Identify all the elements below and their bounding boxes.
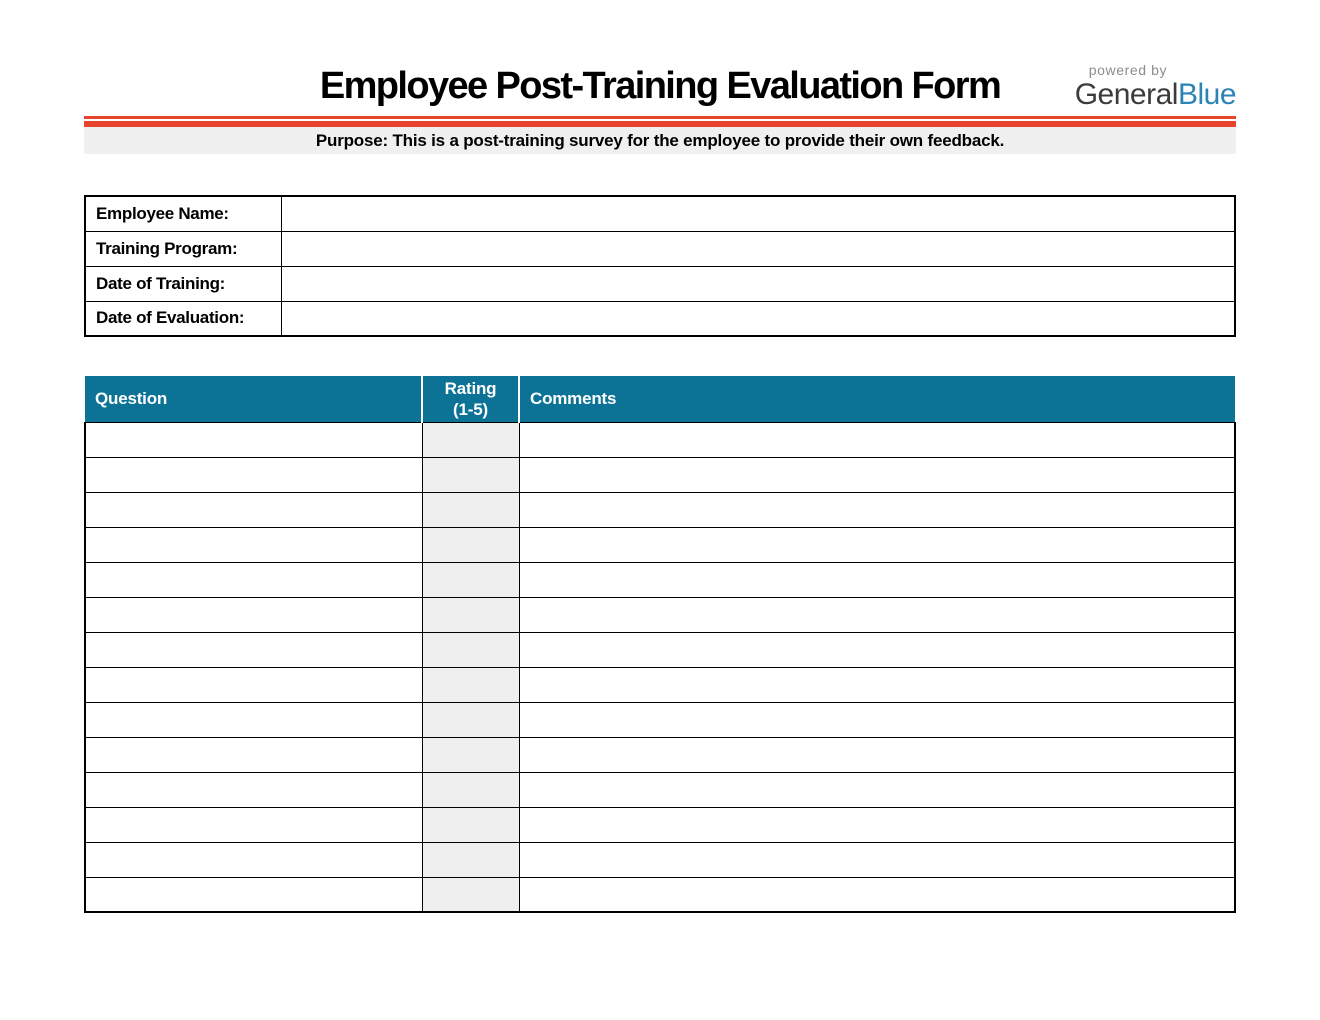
rating-cell[interactable]: [422, 457, 519, 492]
accent-rule-thin: [84, 116, 1236, 119]
table-row: [85, 877, 1235, 912]
table-row: [85, 737, 1235, 772]
page-title: Employee Post-Training Evaluation Form: [319, 65, 1001, 107]
rating-cell[interactable]: [422, 737, 519, 772]
table-row: [85, 422, 1235, 457]
rating-cell[interactable]: [422, 807, 519, 842]
table-row: [85, 667, 1235, 702]
table-row: [85, 597, 1235, 632]
question-cell[interactable]: [85, 877, 422, 912]
comment-cell[interactable]: [519, 457, 1235, 492]
rating-header-line2: (1-5): [453, 399, 488, 419]
rating-cell[interactable]: [422, 562, 519, 597]
evaluation-table-body: [85, 422, 1235, 912]
info-row: [85, 266, 1235, 301]
comment-cell[interactable]: [519, 667, 1235, 702]
document-header: [0, 0, 1320, 116]
info-field-value[interactable]: [281, 231, 1235, 266]
brand-wordmark: [1075, 80, 1236, 110]
rating-cell[interactable]: [422, 877, 519, 912]
table-row: [85, 702, 1235, 737]
rating-cell[interactable]: [422, 632, 519, 667]
info-table-body: [85, 196, 1235, 336]
question-cell[interactable]: [85, 562, 422, 597]
table-row: [85, 457, 1235, 492]
comment-cell[interactable]: [519, 597, 1235, 632]
comment-cell[interactable]: [519, 842, 1235, 877]
table-row: [85, 842, 1235, 877]
rating-cell[interactable]: [422, 422, 519, 457]
info-row: [85, 231, 1235, 266]
table-row: [85, 527, 1235, 562]
info-field-value[interactable]: [281, 301, 1235, 336]
rating-cell[interactable]: [422, 527, 519, 562]
question-cell[interactable]: [85, 667, 422, 702]
comment-cell[interactable]: [519, 702, 1235, 737]
question-cell[interactable]: [85, 842, 422, 877]
table-row: [85, 492, 1235, 527]
question-cell[interactable]: [85, 632, 422, 667]
table-row: [85, 807, 1235, 842]
comment-cell[interactable]: [519, 737, 1235, 772]
rating-cell[interactable]: [422, 667, 519, 702]
powered-by-label: powered by: [1088, 62, 1168, 78]
question-cell[interactable]: [85, 702, 422, 737]
comment-cell[interactable]: [519, 527, 1235, 562]
table-row: [85, 772, 1235, 807]
header-row: [85, 376, 1235, 422]
evaluation-table-header: [85, 376, 1235, 422]
info-field-label: Date of Evaluation:: [85, 301, 281, 336]
generalblue-logo: [1075, 62, 1236, 110]
info-row: [85, 196, 1235, 231]
comment-cell[interactable]: [519, 807, 1235, 842]
table-row: [85, 632, 1235, 667]
rating-cell[interactable]: [422, 842, 519, 877]
comments-column-header: Comments: [519, 376, 1235, 422]
question-cell[interactable]: [85, 422, 422, 457]
rating-cell[interactable]: [422, 492, 519, 527]
info-field-label: Employee Name:: [85, 196, 281, 231]
evaluation-table: [84, 376, 1236, 913]
info-table: [84, 195, 1236, 337]
question-cell[interactable]: [85, 772, 422, 807]
table-row: [85, 562, 1235, 597]
question-cell[interactable]: [85, 597, 422, 632]
info-field-label: Date of Training:: [85, 266, 281, 301]
info-field-value[interactable]: [281, 266, 1235, 301]
rating-header-line1: Rating: [444, 378, 497, 398]
comment-cell[interactable]: [519, 877, 1235, 912]
comment-cell[interactable]: [519, 562, 1235, 597]
question-cell[interactable]: [85, 492, 422, 527]
brand-blue-text: Blue: [1177, 78, 1236, 111]
rating-cell[interactable]: [422, 702, 519, 737]
question-column-header: Question: [85, 376, 422, 422]
rating-cell[interactable]: [422, 772, 519, 807]
question-cell[interactable]: [85, 737, 422, 772]
question-cell[interactable]: [85, 527, 422, 562]
rating-cell[interactable]: [422, 597, 519, 632]
comment-cell[interactable]: [519, 772, 1235, 807]
rating-column-header: [422, 376, 519, 422]
info-field-label: Training Program:: [85, 231, 281, 266]
question-cell[interactable]: [85, 457, 422, 492]
info-field-value[interactable]: [281, 196, 1235, 231]
question-cell[interactable]: [85, 807, 422, 842]
brand-general-text: General: [1074, 78, 1178, 111]
info-row: [85, 301, 1235, 336]
comment-cell[interactable]: [519, 632, 1235, 667]
comment-cell[interactable]: [519, 492, 1235, 527]
comment-cell[interactable]: [519, 422, 1235, 457]
purpose-banner: Purpose: This is a post-training survey for the employee to provide their own feedback.: [84, 127, 1236, 154]
